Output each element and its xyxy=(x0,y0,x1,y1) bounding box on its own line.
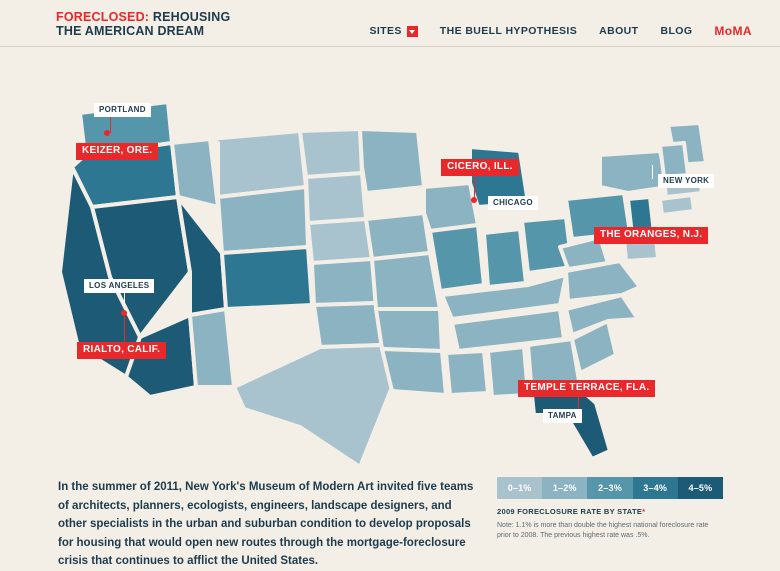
state-florida xyxy=(532,389,610,459)
logo-foreclosed-text: FORECLOSED: xyxy=(56,10,150,24)
leader-los-angeles xyxy=(124,292,125,306)
legend-swatches xyxy=(497,477,723,499)
state-connecticut-ri xyxy=(660,195,694,215)
us-choropleth-map[interactable] xyxy=(0,47,780,467)
leader-rialto xyxy=(124,315,125,343)
state-missouri xyxy=(372,253,440,309)
main-nav xyxy=(369,24,752,38)
leader-cicero xyxy=(474,176,475,198)
state-north-dakota xyxy=(300,129,362,177)
legend-note: Note: 1.1% is more than double the highest national foreclosure rate prior to 2008. The previous highest rate was .5%. xyxy=(497,522,709,539)
state-new-mexico xyxy=(190,309,234,387)
city-tag-chicago[interactable]: CHICAGO xyxy=(488,196,538,210)
city-tag-los-angeles[interactable]: LOS ANGELES xyxy=(84,279,154,293)
state-colorado xyxy=(222,247,312,309)
site-tag-the-oranges[interactable]: THE ORANGES, N.J. xyxy=(594,227,708,244)
logo-rehousing-text: REHOUSING xyxy=(149,10,231,24)
site-tag-cicero[interactable]: CICERO, ILL. xyxy=(441,159,519,176)
legend-swatch-4-5[interactable]: 4–5% xyxy=(678,477,723,499)
legend-swatch-2-3[interactable]: 2–3% xyxy=(587,477,632,499)
site-tag-keizer[interactable]: KEIZER, ORE. xyxy=(76,143,158,160)
leader-new-york xyxy=(652,165,653,179)
nav-item-sites-label: SITES xyxy=(369,25,402,37)
state-indiana xyxy=(484,229,526,287)
state-oklahoma xyxy=(314,303,382,347)
legend-title-star: * xyxy=(642,507,646,516)
legend-swatch-0-1[interactable]: 0–1% xyxy=(497,477,542,499)
logo-line-2: THE AMERICAN DREAM xyxy=(56,24,205,38)
map-dot-cicero xyxy=(471,197,477,203)
legend-swatch-3-4[interactable]: 3–4% xyxy=(633,477,678,499)
legend-title-text: 2009 FORECLOSURE RATE BY STATE xyxy=(497,507,643,516)
city-tag-tampa[interactable]: TAMPA xyxy=(543,409,582,423)
intro-paragraph: In the summer of 2011, New York's Museum of Modern Art invited five teams of architects, planners, ecologists, engineers, landscape designers, and other specialists in the urban and suburban condition to develop proposals for housing that would open new routes through the mortgage-foreclosure crisis that continues to afflict the United States. xyxy=(58,481,474,567)
legend-title xyxy=(497,507,723,516)
nav-item-buell-hypothesis[interactable]: THE BUELL HYPOTHESIS xyxy=(439,25,578,37)
state-mississippi xyxy=(446,351,488,395)
nav-item-blog[interactable]: BLOG xyxy=(660,25,693,37)
caret-down-icon[interactable] xyxy=(407,26,418,37)
state-louisiana xyxy=(382,349,446,395)
nav-item-about[interactable]: ABOUT xyxy=(599,25,639,37)
city-tag-new-york[interactable]: NEW YORK xyxy=(658,174,714,188)
state-wisconsin xyxy=(424,183,478,231)
state-south-dakota xyxy=(306,173,366,223)
state-illinois xyxy=(430,225,484,291)
logo-line-1 xyxy=(56,10,230,24)
state-kansas xyxy=(312,259,376,305)
state-vermont-nh xyxy=(660,143,688,177)
city-tag-portland[interactable]: PORTLAND xyxy=(94,103,151,117)
state-arkansas xyxy=(376,309,442,351)
site-logo[interactable] xyxy=(56,10,230,38)
nav-item-sites[interactable] xyxy=(369,25,417,37)
state-nebraska xyxy=(308,219,372,263)
site-tag-rialto[interactable]: RIALTO, CALIF. xyxy=(77,342,166,359)
site-tag-temple-terrace[interactable]: TEMPLE TERRACE, FLA. xyxy=(518,380,655,397)
map-legend xyxy=(497,477,723,541)
state-texas xyxy=(234,345,392,467)
legend-swatch-1-2[interactable]: 1–2% xyxy=(542,477,587,499)
leader-portland xyxy=(110,117,111,133)
site-header xyxy=(0,0,780,47)
nav-item-moma[interactable]: MoMA xyxy=(714,24,752,38)
state-minnesota xyxy=(360,129,424,193)
state-wyoming xyxy=(218,187,308,253)
map-dot-portland xyxy=(104,130,110,136)
